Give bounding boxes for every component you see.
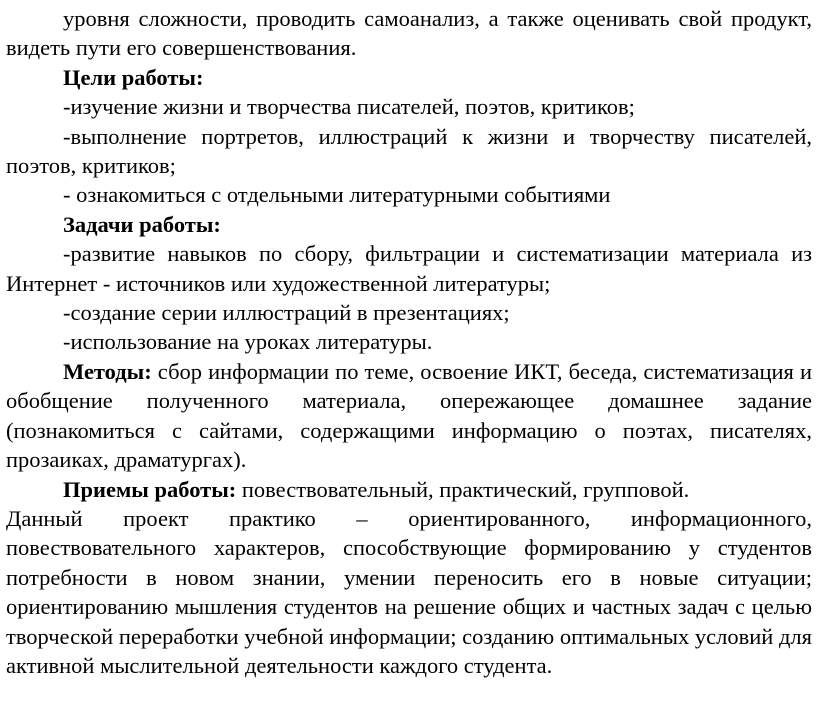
methods-label: Методы: <box>63 358 152 384</box>
task-item: -использование на уроках литературы. <box>63 329 433 355</box>
project-description-paragraph: Данный проект практико – ориентированного, информационного, повествовательного характеров, способствующие формированию у студентов потребности в новом знании, умении переносить его в новые ситуации; ориентированию мышления студентов на решение общих и частных задач с целью творческой переработки учебной информации; созданию оптимальных условий для активной мыслительной деятельности каждого студента. <box>6 505 812 678</box>
goals-heading: Цели работы: <box>63 64 204 90</box>
techniques-label: Приемы работы: <box>63 476 237 502</box>
techniques-paragraph <box>6 475 812 504</box>
task-item: -создание серии иллюстраций в презентациях; <box>63 300 510 326</box>
methods-paragraph <box>6 357 812 475</box>
task-item: -развитие навыков по сбору, фильтрации и систематизации материала из Интернет - источников или художественной литературы; <box>6 241 812 296</box>
tasks-heading: Задачи работы: <box>63 211 221 237</box>
goal-item: - ознакомиться с отдельными литературными событиями <box>63 182 611 208</box>
techniques-text: повествовательный, практический, групповой. <box>236 476 690 502</box>
goal-item: -изучение жизни и творчества писателей, поэтов, критиков; <box>63 94 635 120</box>
goal-item: -выполнение портретов, иллюстраций к жизни и творчеству писателей, поэтов, критиков; <box>6 123 812 179</box>
methods-text: сбор информации по теме, освоение ИКТ, беседа, систематизация и обобщение полученного материала, опережающее домашнее задание (познакомиться с сайтами, содержащими информацию о поэтах, писателях, прозаиках, драматургах). <box>6 358 812 473</box>
intro-paragraph: уровня сложности, проводить самоанализ, а также оценивать свой продукт, видеть пути его совершенствования. <box>6 6 812 61</box>
